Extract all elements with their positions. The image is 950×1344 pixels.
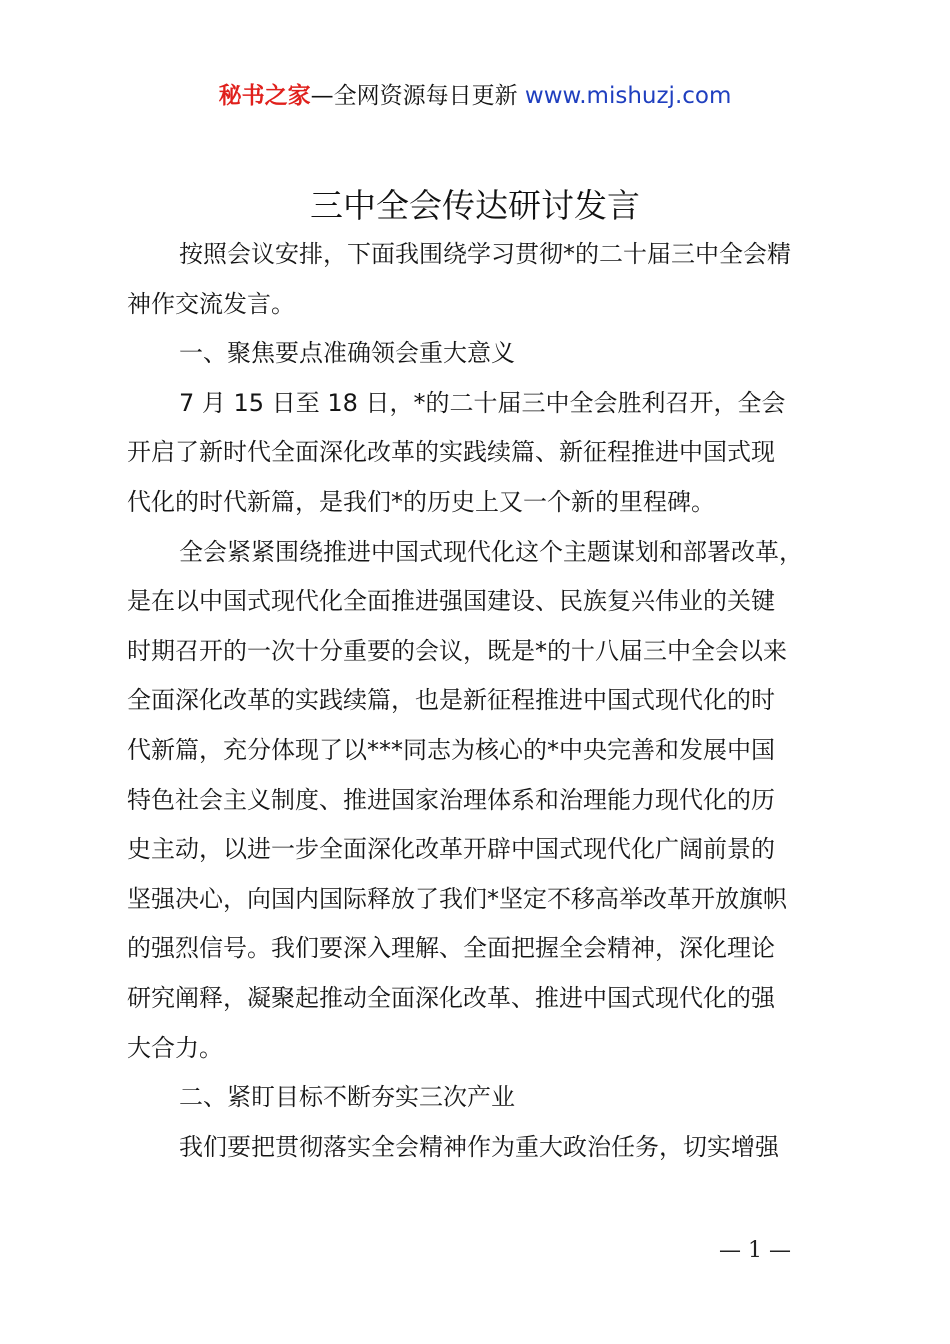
document-title: 三中全会传达研讨发言 — [310, 186, 640, 225]
paragraph-line: 是在以中国式现代化全面推进强国建设、民族复兴伟业的关键 — [127, 587, 775, 616]
paragraph-line: 开启了新时代全面深化改革的实践续篇、新征程推进中国式现 — [127, 438, 775, 467]
section-heading: 一、聚焦要点准确领会重大意义 — [179, 339, 515, 368]
header-tagline: —全网资源每日更新 — [310, 83, 518, 109]
paragraph-line: 代新篇，充分体现了以***同志为核心的*中央完善和发展中国 — [127, 735, 775, 764]
paragraph-line: 特色社会主义制度、推进国家治理体系和治理能力现代化的历 — [127, 785, 775, 814]
paragraph-line: 7 月 15 日至 18 日，*的二十届三中全会胜利召开，全会 — [179, 388, 786, 417]
paragraph-line: 时期召开的一次十分重要的会议，既是*的十八届三中全会以来 — [127, 636, 787, 665]
site-url-link[interactable]: www.mishuzj.com — [524, 83, 732, 109]
document-body — [127, 230, 837, 1172]
paragraph-line: 史主动，以进一步全面深化改革开辟中国式现代化广阔前景的 — [127, 835, 775, 864]
site-header — [0, 80, 950, 112]
paragraph-line: 我们要把贯彻落实全会精神作为重大政治任务，切实增强 — [179, 1132, 779, 1161]
paragraph-line: 大合力。 — [127, 1033, 223, 1062]
paragraph-line: 神作交流发言。 — [127, 289, 295, 318]
page-number: — 1 — — [719, 1238, 791, 1263]
paragraph-line: 全会紧紧围绕推进中国式现代化这个主题谋划和部署改革， — [179, 537, 803, 566]
paragraph-line: 的强烈信号。我们要深入理解、全面把握全会精神，深化理论 — [127, 934, 775, 963]
paragraph-line: 研究阐释，凝聚起推动全面深化改革、推进中国式现代化的强 — [127, 983, 775, 1012]
paragraph-line: 全面深化改革的实践续篇，也是新征程推进中国式现代化的时 — [127, 686, 775, 715]
paragraph-line: 代化的时代新篇，是我们*的历史上又一个新的里程碑。 — [127, 487, 715, 516]
section-heading: 二、紧盯目标不断夯实三次产业 — [179, 1083, 515, 1112]
brand-name: 秘书之家 — [218, 83, 311, 109]
paragraph-line: 坚强决心，向国内国际释放了我们*坚定不移高举改革开放旗帜 — [127, 884, 787, 913]
paragraph-line: 按照会议安排，下面我围绕学习贯彻*的二十届三中全会精 — [179, 240, 791, 268]
